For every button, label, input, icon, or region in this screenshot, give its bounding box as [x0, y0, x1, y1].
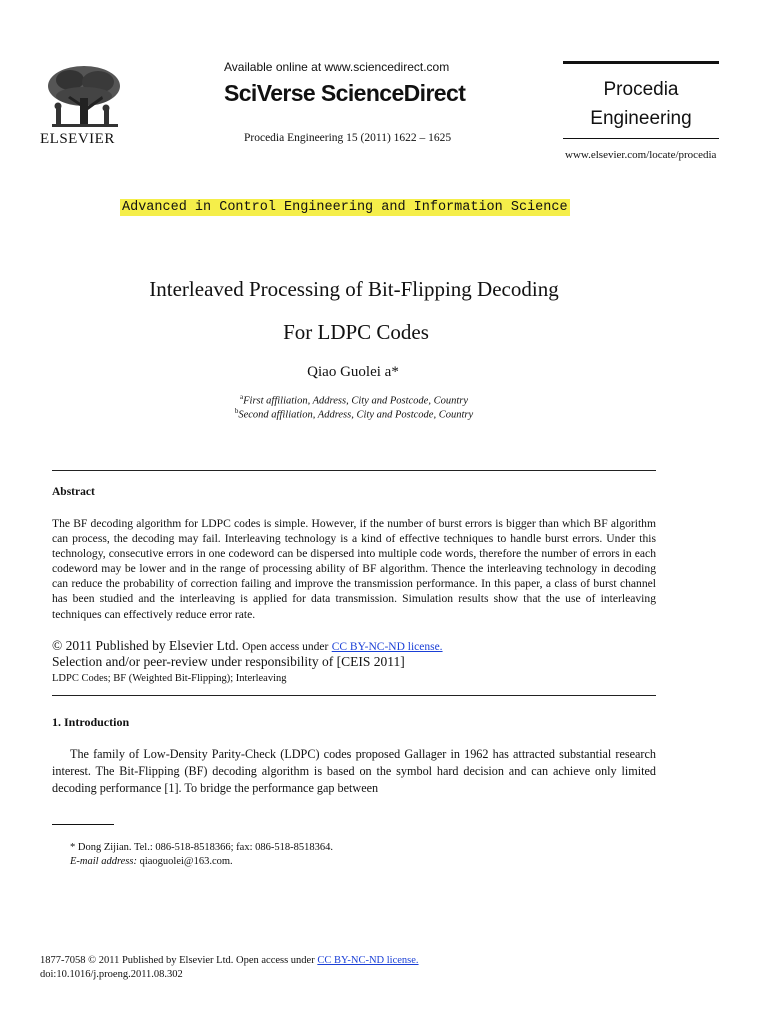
- affiliation-a: $^a$First affiliation, Address, City and Postcode, Country: [240, 393, 468, 407]
- paper-title-line2: For LDPC Codes: [283, 320, 429, 344]
- journal-reference: Procedia Engineering 15 (2011) 1622 – 1625: [244, 132, 452, 144]
- paper-title-line1: Interleaved Processing of Bit-Flipping Decoding: [149, 277, 559, 301]
- issn-copyright-line: [40, 955, 419, 966]
- peer-review-statement: Selection and/or peer-review under responsibility of [CEIS 2011]: [52, 654, 405, 669]
- footnote-contact: * Dong Zijian. Tel.: 086-518-8518366; fax: 086-518-8518364.: [70, 842, 333, 853]
- keywords: LDPC Codes; BF (Weighted Bit-Flipping); Interleaving: [52, 673, 287, 684]
- copyright-line: [52, 638, 443, 654]
- abstract-top-rule: [52, 470, 656, 471]
- copyright-text: © 2011 Published by Elsevier Ltd.: [52, 638, 239, 653]
- abstract-heading: Abstract: [52, 486, 95, 498]
- sciverse-sciencedirect-brand: SciVerse ScienceDirect: [224, 80, 466, 106]
- section-heading-introduction: 1. Introduction: [52, 715, 130, 729]
- journal-box-top-rule: [563, 61, 719, 64]
- abstract-bottom-rule: [52, 695, 656, 696]
- introduction-body: The family of Low-Density Parity-Check (LDPC) codes proposed Gallager in 1962 has attracted substantial research interest. The Bit-Flipping (BF) decoding algorithm is based on the symbol hard decision and can achieve only limited decoding performance [1]. To bridge the performance gap between: [52, 747, 656, 795]
- footnote-rule: [52, 824, 114, 825]
- issn-text: 1877-7058 © 2011 Published by Elsevier Ltd.: [40, 955, 234, 966]
- open-access-text: Open access under: [242, 641, 329, 653]
- journal-name: Procedia Engineering: [590, 79, 692, 129]
- email-address: qiaoguolei@163.com.: [139, 856, 233, 867]
- bottom-license-link[interactable]: CC BY-NC-ND license.: [317, 955, 419, 966]
- bottom-open-access-text: Open access under: [236, 955, 315, 966]
- author-name: Qiao Guolei a*: [307, 364, 399, 380]
- publisher-wordmark: ELSEVIER: [40, 131, 115, 147]
- journal-box-bottom-rule: [563, 138, 719, 139]
- license-link[interactable]: CC BY-NC-ND license.: [331, 641, 443, 653]
- footnote-email: [70, 856, 233, 867]
- affiliation-b: $^b$Second affiliation, Address, City and Postcode, Country: [234, 407, 474, 421]
- conference-banner: Advanced in Control Engineering and Information Science: [122, 200, 568, 215]
- email-label: E-mail address:: [70, 856, 137, 867]
- journal-url: www.elsevier.com/locate/procedia: [565, 149, 717, 161]
- abstract-body: The BF decoding algorithm for LDPC codes is simple. However, if the number of burst errors is bigger than which BF algorithm can process, the decoding may fail. Interleaving technology is a kind of effective techniques to handle burst errors. Under this technology, consecutive errors in one codeword can be dispersed into multiple code words, therefore the number of errors in each codeword may be lower and in the range of processing ability of BF algorithm. Thence the interleaving technology in decoding can reduce the probability of correction failing and improve the transmission performance. In this paper, a class of burst channel has been studied and the interleaving is applied for data transmission. Simulation results show that the use of interleaving techniques can effectively reduce error rate.: [52, 517, 656, 621]
- doi-line: doi:10.1016/j.proeng.2011.08.302: [40, 969, 183, 980]
- available-online-text: Available online at www.sciencedirect.com: [224, 60, 450, 74]
